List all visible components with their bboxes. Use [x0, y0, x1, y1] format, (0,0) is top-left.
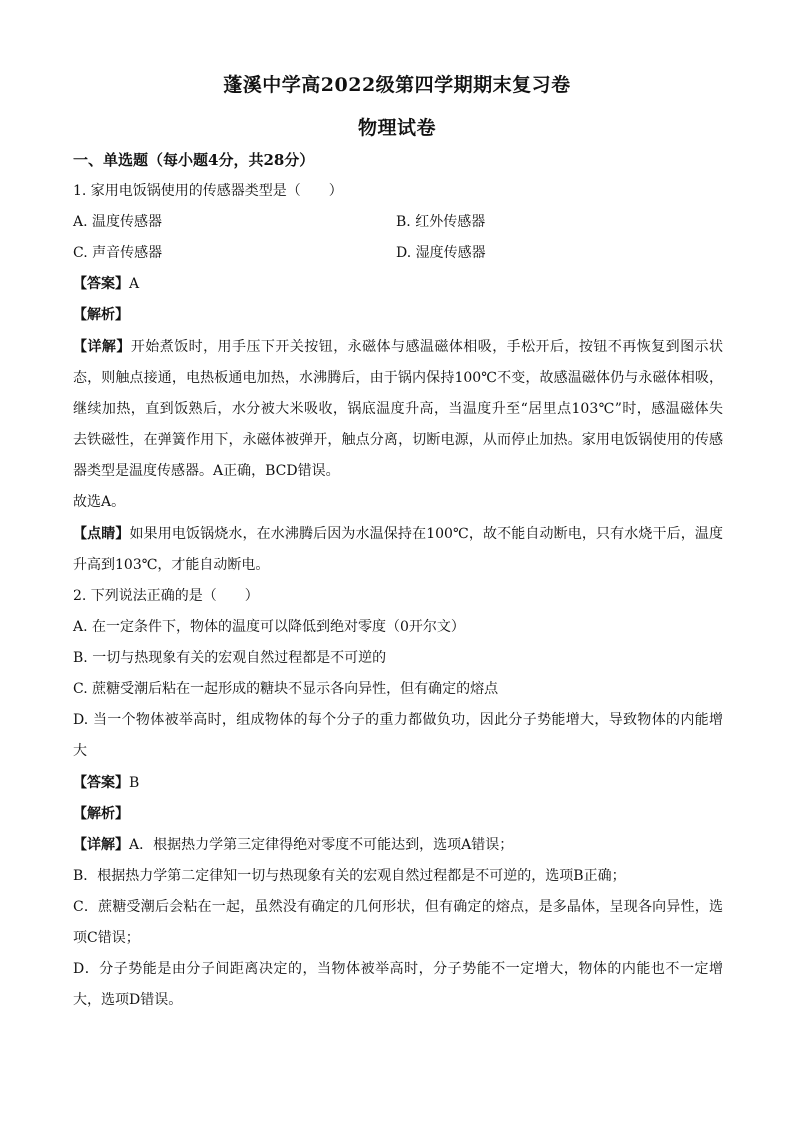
question-1-conclusion: 故选A。 — [73, 494, 126, 510]
detail-tag: 【详解】 — [73, 837, 129, 853]
detail-tag: 【详解】 — [73, 339, 131, 355]
answer-value: A — [129, 276, 140, 292]
answer-tag: 【答案】 — [73, 276, 129, 292]
answer-tag: 【答案】 — [73, 775, 129, 791]
question-1-option-d: D. 湿度传感器 — [396, 245, 486, 261]
answer-value: B — [129, 775, 140, 791]
question-1-option-b: B. 红外传感器 — [396, 214, 486, 230]
question-2-option-d-line-1: D. 当一个物体被举高时，组成物体的每个分子的重力都做负功，因此分子势能增大，导致物体的内能增 — [73, 712, 723, 728]
question-2-option-a: A. 在一定条件下，物体的温度可以降低到绝对零度（0开尔文） — [73, 619, 465, 635]
question-2-option-d-line-2: 大 — [73, 743, 87, 759]
question-1-detail-line-3: 继续加热，直到饭熟后，水分被大米吸收，锅底温度升高，当温度升至“居里点103℃”时，感温磁体失 — [73, 401, 723, 417]
question-1-option-a: A. 温度传感器 — [73, 214, 163, 230]
question-2-detail-line-5: D．分子势能是由分子间距离决定的，当物体被举高时，分子势能不一定增大，物体的内能也不一定增 — [73, 961, 723, 977]
question-2-detail-line-6: 大，选项D错误。 — [73, 992, 183, 1008]
question-1-note-line-1 — [73, 525, 723, 543]
question-2-analysis-tag: 【解析】 — [73, 806, 129, 822]
question-1-detail-line-4: 去铁磁性，在弹簧作用下，永磁体被弹开，触点分离，切断电源，从而停止加热。家用电饭锅使用的传感 — [73, 432, 723, 448]
detail-text: 开始煮饭时，用手压下开关按钮，永磁体与感温磁体相吸，手松开后，按钮不再恢复到图示状 — [130, 339, 724, 355]
question-1-detail-line-5: 器类型是温度传感器。A正确，BCD错误。 — [73, 463, 340, 479]
question-2-detail-line-2: B．根据热力学第二定律知一切与热现象有关的宏观自然过程都是不可逆的，选项B正确； — [73, 868, 626, 884]
question-2-stem: 2. 下列说法正确的是（ ） — [73, 588, 259, 604]
section-heading: 一、单选题（每小题4分，共28分） — [73, 151, 315, 169]
question-1-detail-line-2: 态，则触点接通，电热板通电加热，水沸腾后，由于锅内保持100℃不变，故感温磁体仍与永磁体相吸， — [73, 370, 723, 386]
detail-text: A．根据热力学第三定律得绝对零度不可能达到，选项A错误； — [129, 837, 514, 853]
question-2-option-b: B. 一切与热现象有关的宏观自然过程都是不可逆的 — [73, 650, 387, 666]
question-2-answer — [73, 774, 723, 792]
page-title: 蓬溪中学高2022级第四学期期末复习卷 — [223, 74, 571, 96]
question-1-option-c: C. 声音传感器 — [73, 245, 163, 261]
note-text: 如果用电饭锅烧水，在水沸腾后因为水温保持在100℃，故不能自动断电，只有水烧干后，温度 — [129, 526, 723, 542]
question-2-detail-line-1 — [73, 836, 723, 854]
question-1-answer — [73, 275, 723, 293]
question-2-option-c: C. 蔗糖受潮后粘在一起形成的糖块不显示各向异性，但有确定的熔点 — [73, 681, 499, 697]
note-tag: 【点睛】 — [73, 526, 130, 542]
question-2-detail-line-4: 项C错误； — [73, 930, 140, 946]
question-1-note-line-2: 升高到103℃，才能自动断电。 — [73, 557, 270, 573]
page-subtitle: 物理试卷 — [357, 117, 436, 139]
question-1-stem: 1. 家用电饭锅使用的传感器类型是（ ） — [73, 183, 343, 199]
question-2-detail-line-3: C．蔗糖受潮后会粘在一起，虽然没有确定的几何形状，但有确定的熔点，是多晶体，呈现各向异性，选 — [73, 899, 723, 915]
question-1-analysis-tag: 【解析】 — [73, 307, 129, 323]
question-1-detail-line-1 — [73, 338, 723, 356]
